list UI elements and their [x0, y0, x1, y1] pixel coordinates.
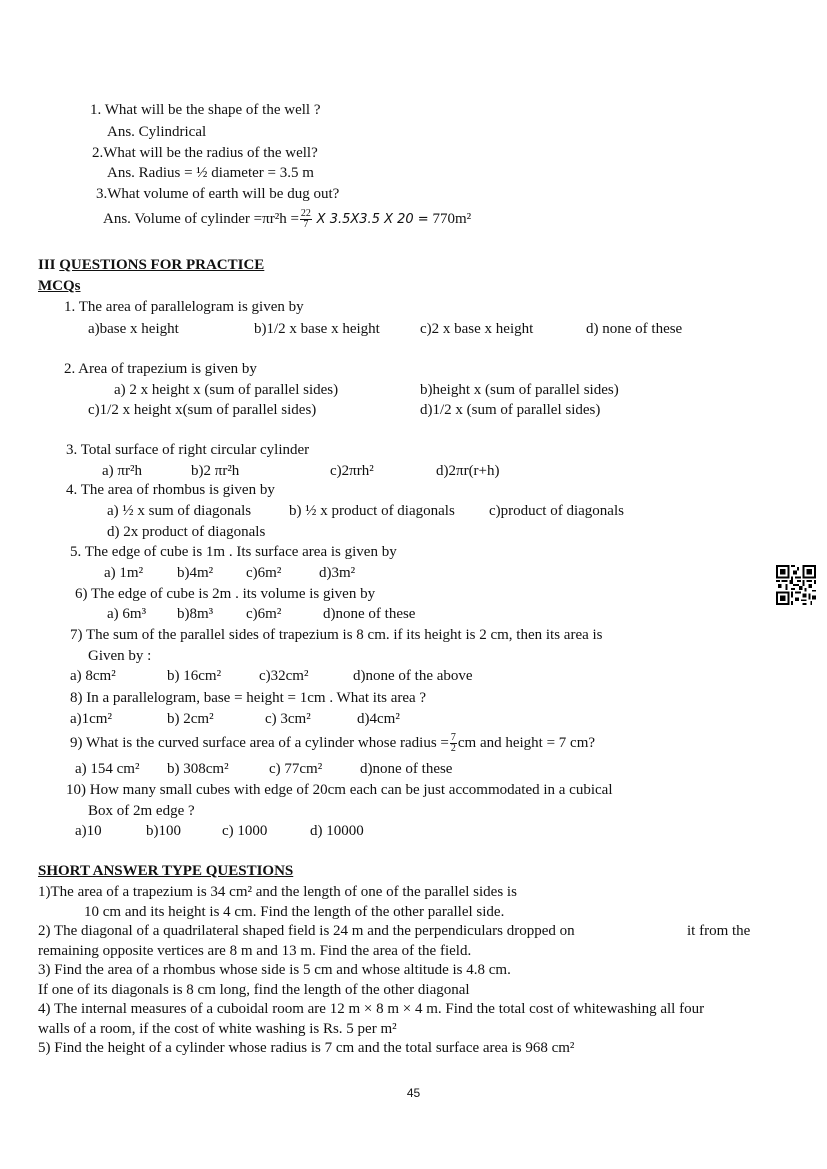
qr-code-icon [776, 565, 816, 605]
mcq-heading: MCQs [38, 278, 81, 294]
mcq-5-option-b: b)4m² [177, 565, 214, 581]
mcq-4-option-d: d) 2x product of diagonals [107, 524, 266, 540]
mcq-7-option-a: a) 8cm² [70, 668, 116, 684]
short-question-3-cont: If one of its diagonals is 8 cm long, find the length of the other diagonal [38, 982, 470, 998]
mcq-10-option-c: c) 1000 [222, 823, 268, 839]
mcq-9-question [70, 731, 595, 755]
mcq-6-option-b: b)8m³ [177, 606, 214, 622]
solved-question-3: 3.What volume of earth will be dug out? [96, 186, 340, 202]
mcq-10-question-cont: Box of 2m edge ? [88, 803, 195, 819]
short-question-2-right: it from the [687, 923, 751, 939]
mcq-6-option-d: d)none of these [323, 606, 416, 622]
short-question-4: 4) The internal measures of a cuboidal room are 12 m × 8 m × 4 m. Find the total cost of whitewashing all four [38, 1001, 705, 1017]
mcq-7-option-b: b) 16cm² [167, 668, 222, 684]
short-question-1-cont: 10 cm and its height is 4 cm. Find the length of the other parallel side. [84, 904, 505, 920]
short-question-1: 1)The area of a trapezium is 34 cm² and the length of one of the parallel sides is [38, 884, 517, 900]
mcq-1-option-d: d) none of these [586, 321, 683, 337]
mcq-3-option-d: d)2πr(r+h) [436, 463, 500, 479]
fraction-numerator: 22 [300, 208, 311, 220]
mcq-10-option-d: d) 10000 [310, 823, 364, 839]
solved-answer-1: Ans. Cylindrical [107, 124, 207, 140]
mcq-6-option-a: a) 6m³ [107, 606, 147, 622]
mcq-1-question: 1. The area of parallelogram is given by [64, 299, 304, 315]
mcq-7-option-d: d)none of the above [353, 668, 473, 684]
mcq-4-question: 4. The area of rhombus is given by [66, 482, 275, 498]
fraction-7-2 [450, 733, 457, 754]
answer-3-expression: X 3.5X3.5 X 20 = [316, 212, 429, 227]
fraction-denominator: 2 [450, 743, 456, 755]
practice-heading [38, 256, 264, 274]
fraction-numerator: 7 [450, 732, 456, 744]
mcq-8-option-c: c) 3cm² [265, 711, 311, 727]
section-title: QUESTIONS FOR PRACTICE [59, 257, 265, 273]
solved-question-1: 1. What will be the shape of the well ? [90, 102, 321, 118]
mcq-9-option-c: c) 77cm² [269, 761, 323, 777]
solved-answer-2: Ans. Radius = ½ diameter = 3.5 m [107, 165, 314, 181]
fraction-denominator: 7 [303, 219, 309, 231]
page-number: 45 [406, 1086, 421, 1100]
mcq-3-option-c: c)2πrh² [330, 463, 374, 479]
mcq-2-option-b: b)height x (sum of parallel sides) [420, 382, 619, 398]
short-question-3: 3) Find the area of a rhombus whose side is 5 cm and whose altitude is 4.8 cm. [38, 962, 511, 978]
mcq-9-option-a: a) 154 cm² [75, 761, 140, 777]
short-question-2: 2) The diagonal of a quadrilateral shaped field is 24 m and the perpendiculars dropped on [38, 923, 575, 939]
mcq-4-option-b: b) ½ x product of diagonals [289, 503, 455, 519]
mcq-7-question: 7) The sum of the parallel sides of trapezium is 8 cm. if its height is 2 cm, then its area is [70, 627, 603, 643]
mcq-9-question-suffix: cm and height = 7 cm? [457, 735, 596, 751]
short-answer-heading: SHORT ANSWER TYPE QUESTIONS [38, 863, 294, 879]
short-question-5: 5) Find the height of a cylinder whose radius is 7 cm and the total surface area is 968 cm² [38, 1040, 575, 1056]
mcq-2-option-c: c)1/2 x height x(sum of parallel sides) [88, 402, 317, 418]
mcq-5-option-d: d)3m² [319, 565, 356, 581]
mcq-8-question: 8) In a parallelogram, base = height = 1cm . What its area ? [70, 690, 427, 706]
answer-3-prefix: Ans. Volume of cylinder =πr²h = [103, 211, 299, 227]
mcq-5-option-c: c)6m² [246, 565, 282, 581]
mcq-5-option-a: a) 1m² [104, 565, 144, 581]
mcq-8-option-d: d)4cm² [357, 711, 400, 727]
mcq-2-option-a: a) 2 x height x (sum of parallel sides) [114, 382, 339, 398]
fraction-22-7 [300, 209, 312, 230]
solved-answer-3 [103, 207, 471, 232]
mcq-10-question: 10) How many small cubes with edge of 20cm each can be just accommodated in a cubical [66, 782, 613, 798]
mcq-6-question: 6) The edge of cube is 2m . its volume is given by [75, 586, 376, 602]
mcq-8-option-b: b) 2cm² [167, 711, 214, 727]
solved-question-2: 2.What will be the radius of the well? [92, 145, 318, 161]
mcq-6-option-c: c)6m² [246, 606, 282, 622]
mcq-3-question: 3. Total surface of right circular cylinder [66, 442, 310, 458]
mcq-7-option-c: c)32cm² [259, 668, 309, 684]
mcq-2-option-d: d)1/2 x (sum of parallel sides) [420, 402, 601, 418]
mcq-3-option-b: b)2 πr²h [191, 463, 240, 479]
mcq-4-option-c: c)product of diagonals [489, 503, 624, 519]
section-roman-numeral: III [38, 257, 56, 273]
mcq-1-option-a: a)base x height [88, 321, 179, 337]
mcq-4-option-a: a) ½ x sum of diagonals [107, 503, 252, 519]
mcq-9-question-text: 9) What is the curved surface area of a cylinder whose radius = [70, 735, 449, 751]
mcq-10-option-b: b)100 [146, 823, 181, 839]
mcq-10-option-a: a)10 [75, 823, 102, 839]
short-question-2-cont: remaining opposite vertices are 8 m and 13 m. Find the area of the field. [38, 943, 472, 959]
mcq-5-question: 5. The edge of cube is 1m . Its surface area is given by [70, 544, 397, 560]
answer-3-result: 770m² [432, 211, 472, 227]
mcq-2-question: 2. Area of trapezium is given by [64, 361, 257, 377]
mcq-1-option-b: b)1/2 x base x height [254, 321, 380, 337]
mcq-7-question-cont: Given by : [88, 648, 152, 664]
mcq-8-option-a: a)1cm² [70, 711, 112, 727]
mcq-9-option-d: d)none of these [360, 761, 453, 777]
mcq-3-option-a: a) πr²h [102, 463, 142, 479]
mcq-9-option-b: b) 308cm² [167, 761, 229, 777]
short-question-4-cont: walls of a room, if the cost of white washing is Rs. 5 per m² [38, 1021, 397, 1037]
mcq-1-option-c: c)2 x base x height [420, 321, 534, 337]
